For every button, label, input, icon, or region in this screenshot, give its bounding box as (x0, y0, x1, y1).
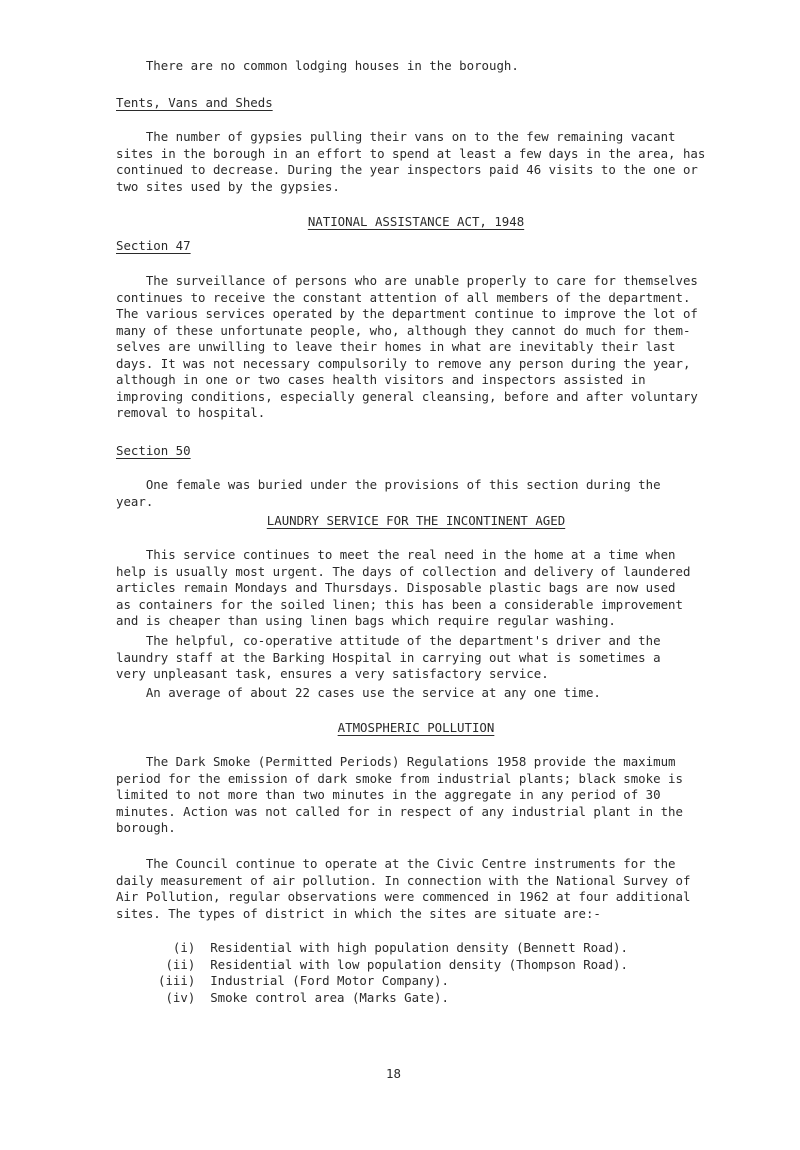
text-line: and is cheaper than using linen bags which require regular washing. (116, 613, 616, 628)
text-line: The helpful, co-operative attitude of the department's driver and the (116, 633, 661, 648)
text-line: articles remain Mondays and Thursdays. Disposable plastic bags are now used (116, 580, 676, 595)
text-line: The Dark Smoke (Permitted Periods) Regulations 1958 provide the maximum (116, 754, 676, 769)
text-line: very unpleasant task, ensures a very satisfactory service. (116, 666, 549, 681)
heading-atmospheric-pollution: ATMOSPHERIC POLLUTION (337, 720, 495, 735)
text-line: selves are unwilling to leave their homes in what are inevitably their last (116, 339, 676, 354)
text-line: laundry staff at the Barking Hospital in carrying out what is sometimes a (116, 649, 661, 665)
text-line: continues to receive the constant attention of all members of the department. (116, 289, 691, 305)
text-line: An average of about 22 cases use the service at any one time. (116, 685, 601, 700)
section-heading-tents: Tents, Vans and Sheds (116, 95, 273, 110)
text-line: daily measurement of air pollution. In connection with the National Survey of (116, 872, 691, 888)
text-line: minutes. Action was not called for in respect of any industrial plant in the (116, 803, 683, 819)
heading-laundry-service: LAUNDRY SERVICE FOR THE INCONTINENT AGED (266, 513, 566, 528)
text-line: The number of gypsies pulling their vans on to the few remaining vacant (116, 129, 676, 144)
text-line: as containers for the soiled linen; this has been a considerable improvement (116, 596, 683, 612)
district-list (158, 940, 678, 1006)
text-line: many of these unfortunate people, who, although they cannot do much for them- (116, 322, 691, 338)
text-line: There are no common lodging houses in the borough. (116, 58, 519, 73)
text-line: Air Pollution, regular observations were commenced in 1962 at four additional (116, 889, 691, 904)
list-item: (iv) Smoke control area (Marks Gate). (158, 989, 449, 1005)
laundry-paragraph-2 (116, 633, 716, 683)
pollution-paragraph-1 (116, 754, 716, 837)
text-line: continued to decrease. During the year inspectors paid 46 visits to the one or (116, 162, 698, 177)
section-heading-47: Section 47 (116, 238, 191, 253)
lodging-houses-text (116, 58, 716, 75)
tents-paragraph (116, 129, 716, 195)
text-line: The various services operated by the department continue to improve the lot of (116, 306, 698, 321)
page-number: 18 (386, 1066, 401, 1081)
laundry-paragraph-3 (116, 685, 716, 702)
list-item: (iii) Industrial (Ford Motor Company). (158, 973, 449, 988)
text-line: days. It was not necessary compulsorily to remove any person during the year, (116, 355, 691, 371)
text-line: period for the emission of dark smoke from industrial plants; black smoke is (116, 770, 683, 786)
text-line: sites. The types of district in which the sites are situate are:- (116, 905, 601, 921)
text-line: sites in the borough in an effort to spend at least a few days in the area, has (116, 145, 706, 161)
section-heading-50: Section 50 (116, 443, 191, 458)
list-item: (i) Residential with high population density (Bennett Road). (158, 940, 628, 955)
text-line: year. (116, 493, 154, 509)
text-line: One female was buried under the provisions of this section during the (116, 477, 661, 492)
text-line: although in one or two cases health visitors and inspectors assisted in (116, 372, 646, 387)
text-line: improving conditions, especially general cleansing, before and after voluntary (116, 388, 698, 404)
text-line: This service continues to meet the real need in the home at a time when (116, 547, 676, 562)
list-item: (ii) Residential with low population density (Thompson Road). (158, 956, 628, 972)
section-47-paragraph (116, 273, 716, 422)
text-line: The Council continue to operate at the Civic Centre instruments for the (116, 856, 676, 871)
text-line: help is usually most urgent. The days of collection and delivery of laundered (116, 563, 691, 579)
pollution-paragraph-2 (116, 856, 716, 922)
text-line: limited to not more than two minutes in the aggregate in any period of 30 (116, 787, 661, 802)
heading-national-assistance-act: NATIONAL ASSISTANCE ACT, 1948 (307, 214, 525, 229)
text-line: removal to hospital. (116, 405, 266, 420)
text-line: The surveillance of persons who are unable properly to care for themselves (116, 273, 698, 288)
text-line: borough. (116, 820, 176, 835)
text-line: two sites used by the gypsies. (116, 178, 340, 194)
laundry-paragraph-1 (116, 547, 716, 630)
section-50-paragraph (116, 477, 716, 510)
